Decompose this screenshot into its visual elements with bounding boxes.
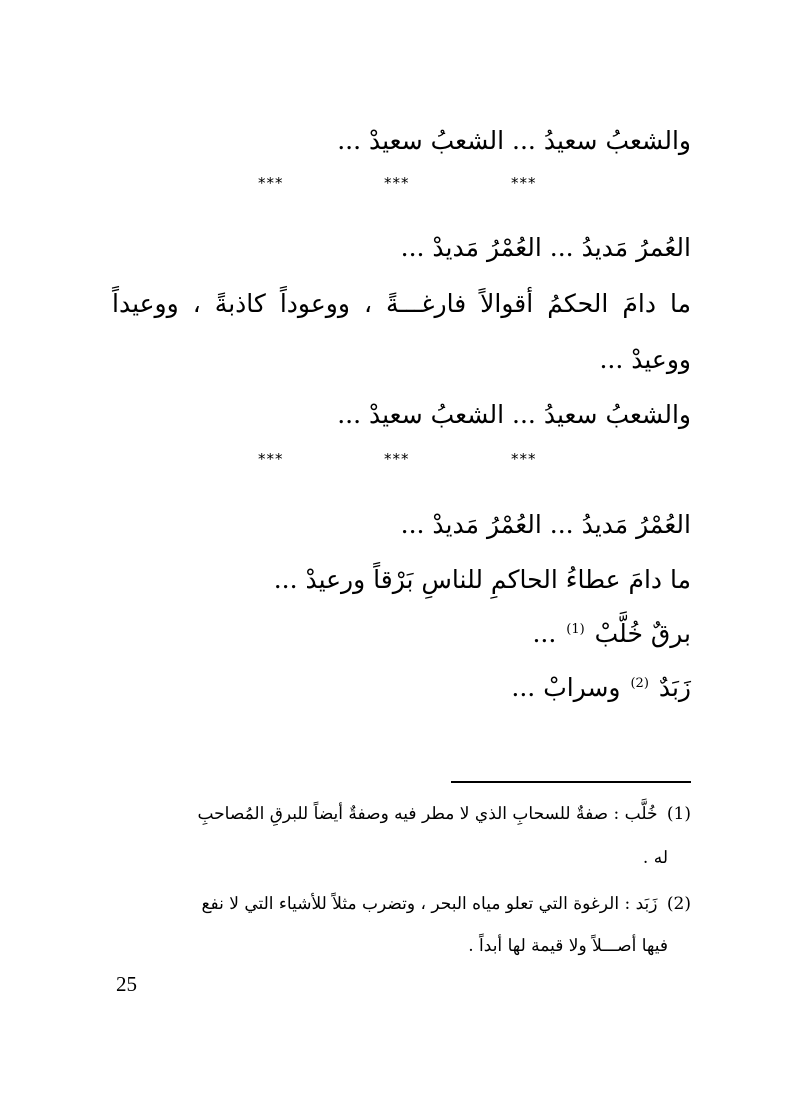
poem-line-9-text: زَبَدٌ [658,673,691,702]
section-separator-2 [250,448,555,472]
separator-stars: *** [384,450,410,468]
page-number: 25 [116,972,137,996]
footnote-ref-2: (2) [630,675,649,691]
footnote-2 [112,888,691,920]
poem-line-3: ما دامَ الحكمُ أقوالاً فارغـــةً ، ووعوداً كاذبةً ، ووعيداً [112,289,691,318]
poem-line-9 [511,671,691,705]
footnote-divider [451,781,691,783]
poem-line-2: العُمرُ مَديدُ ... العُمْرُ مَديدْ ... [400,233,691,262]
footnote-1 [112,798,691,830]
footnote-2-continuation: فيها أصـــلاً ولا قيمة لها أبداً . [468,936,668,956]
separator-stars: *** [384,174,410,192]
poem-line-8-text: برقٌ خُلَّبْ [594,619,691,648]
footnote-number: (1) [666,804,691,824]
footnote-text: زَبَد : الرغوة التي تعلو مياه البحر ، وتضرب مثلاً للأشياء التي لا نفع [201,894,658,914]
separator-stars: *** [258,450,284,468]
poem-line-9-end: وسرابْ ... [511,673,621,702]
footnote-1-continuation: له . [642,848,668,868]
poem-line-1: والشعبُ سعيدُ ... الشعبُ سعيدْ ... [337,126,691,155]
section-separator-1 [250,172,555,196]
footnote-text: خُلَّب : صفةٌ للسحابِ الذي لا مطر فيه وصفةٌ أيضاً للبرقِ المُصاحبِ [197,804,658,824]
separator-stars: *** [511,450,537,468]
footnote-number: (2) [666,894,691,914]
poem-line-4: ووعيدْ ... [599,345,691,374]
separator-stars: *** [511,174,537,192]
poem-line-5: والشعبُ سعيدُ ... الشعبُ سعيدْ ... [337,400,691,429]
poem-line-8-end: ... [532,619,557,648]
separator-stars: *** [258,174,284,192]
poem-line-7: ما دامَ عطاءُ الحاكمِ للناسِ بَرْقاً ورعيدْ ... [273,565,691,594]
poem-line-8 [532,617,691,651]
poem-line-6: العُمْرُ مَديدُ ... العُمْرُ مَديدْ ... [400,510,691,539]
footnote-ref-1: (1) [566,621,585,637]
